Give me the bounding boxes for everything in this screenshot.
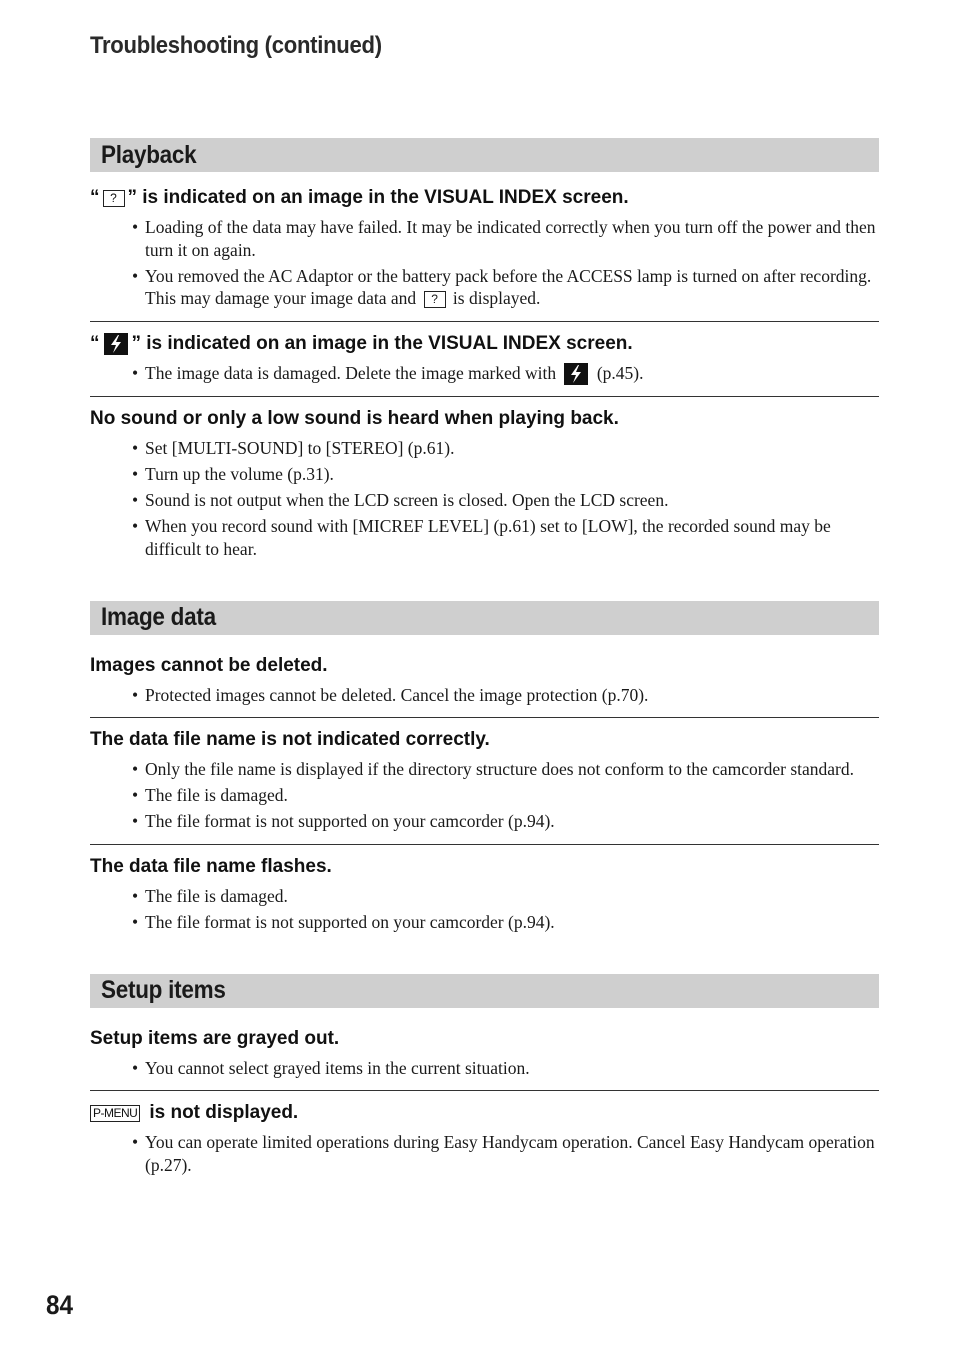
list-item: • The file is damaged.: [90, 784, 879, 807]
topic-heading: No sound or only a low sound is heard when playing back.: [90, 408, 619, 430]
question-box-icon: ?: [103, 190, 125, 207]
bullet-list: [90, 1057, 879, 1080]
topic-heading: The data file name is not indicated correctly.: [90, 729, 490, 751]
topic-heading: “ ? ” is indicated on an image in the VISUAL INDEX screen.: [90, 187, 629, 208]
list-item: • The file format is not supported on your camcorder (p.94).: [90, 810, 879, 833]
lightning-bolt-icon: [564, 363, 588, 385]
topic-heading: Images cannot be deleted.: [90, 654, 328, 676]
bullet-list: [90, 216, 879, 310]
topic-grayed-out: [90, 1027, 879, 1080]
topic-heading: P-MENU is not displayed.: [90, 1101, 879, 1125]
list-item: • The file is damaged.: [90, 885, 879, 908]
section-bar-image-data: [90, 601, 879, 635]
topic-cannot-delete: [90, 654, 879, 707]
bullet-list: [90, 437, 879, 560]
list-item: • You cannot select grayed items in the current situation.: [90, 1057, 879, 1080]
list-item: • The file format is not supported on your camcorder (p.94).: [90, 911, 879, 934]
list-item: • Turn up the volume (p.31).: [90, 463, 879, 486]
page-number: 84: [46, 1290, 74, 1320]
bullet-list: [90, 885, 879, 934]
list-item: • Sound is not output when the LCD screen is closed. Open the LCD screen.: [90, 489, 879, 512]
topic-heading: The data file name flashes.: [90, 855, 332, 877]
topic-file-name-flashes: [90, 855, 879, 934]
topic-heading: Setup items are grayed out.: [90, 1027, 340, 1049]
list-item: • You removed the AC Adaptor or the battery pack before the ACCESS lamp is turned on after recording. This may damage your image data and ? is displayed.: [90, 265, 879, 310]
topic-pmenu-not-displayed: [90, 1101, 879, 1176]
topic-file-name-incorrect: [90, 728, 879, 833]
topic-no-sound: [90, 407, 879, 560]
list-item: • Protected images cannot be deleted. Cancel the image protection (p.70).: [90, 684, 879, 707]
divider: [90, 844, 879, 845]
divider: [90, 321, 879, 322]
list-item: • You can operate limited operations during Easy Handycam operation. Cancel Easy Handycam operation (p.27).: [90, 1131, 879, 1176]
bullet-list: [90, 758, 879, 833]
list-item: • Only the file name is displayed if the directory structure does not conform to the camcorder standard.: [90, 758, 879, 781]
list-item: • When you record sound with [MICREF LEVEL] (p.61) set to [LOW], the recorded sound may be difficult to hear.: [90, 515, 879, 560]
bullet-list: [90, 684, 879, 707]
topic-question-icon: [90, 186, 879, 310]
lightning-bolt-icon: [104, 333, 128, 355]
divider: [90, 1090, 879, 1091]
bullet-list: [90, 362, 879, 386]
page-header: Troubleshooting (continued): [90, 32, 382, 59]
section-bar-playback: [90, 138, 879, 172]
page-content: [90, 138, 879, 1180]
divider: [90, 396, 879, 397]
list-item: • The image data is damaged. Delete the image marked with (p.45).: [90, 362, 879, 386]
question-box-icon: ?: [424, 291, 446, 308]
section-title: Image data: [101, 603, 216, 632]
divider: [90, 717, 879, 718]
section-title: Setup items: [101, 976, 226, 1005]
topic-heading: “ ” is indicated on an image in the VISUAL INDEX screen.: [90, 332, 633, 354]
list-item: • Set [MULTI-SOUND] to [STEREO] (p.61).: [90, 437, 879, 460]
pmenu-icon: P-MENU: [90, 1105, 140, 1122]
bullet-list: [90, 1131, 879, 1176]
topic-damaged-icon: [90, 332, 879, 386]
section-bar-setup-items: [90, 974, 879, 1008]
list-item: • Loading of the data may have failed. It may be indicated correctly when you turn off the power and then turn it on again.: [90, 216, 879, 261]
section-title: Playback: [101, 140, 197, 169]
